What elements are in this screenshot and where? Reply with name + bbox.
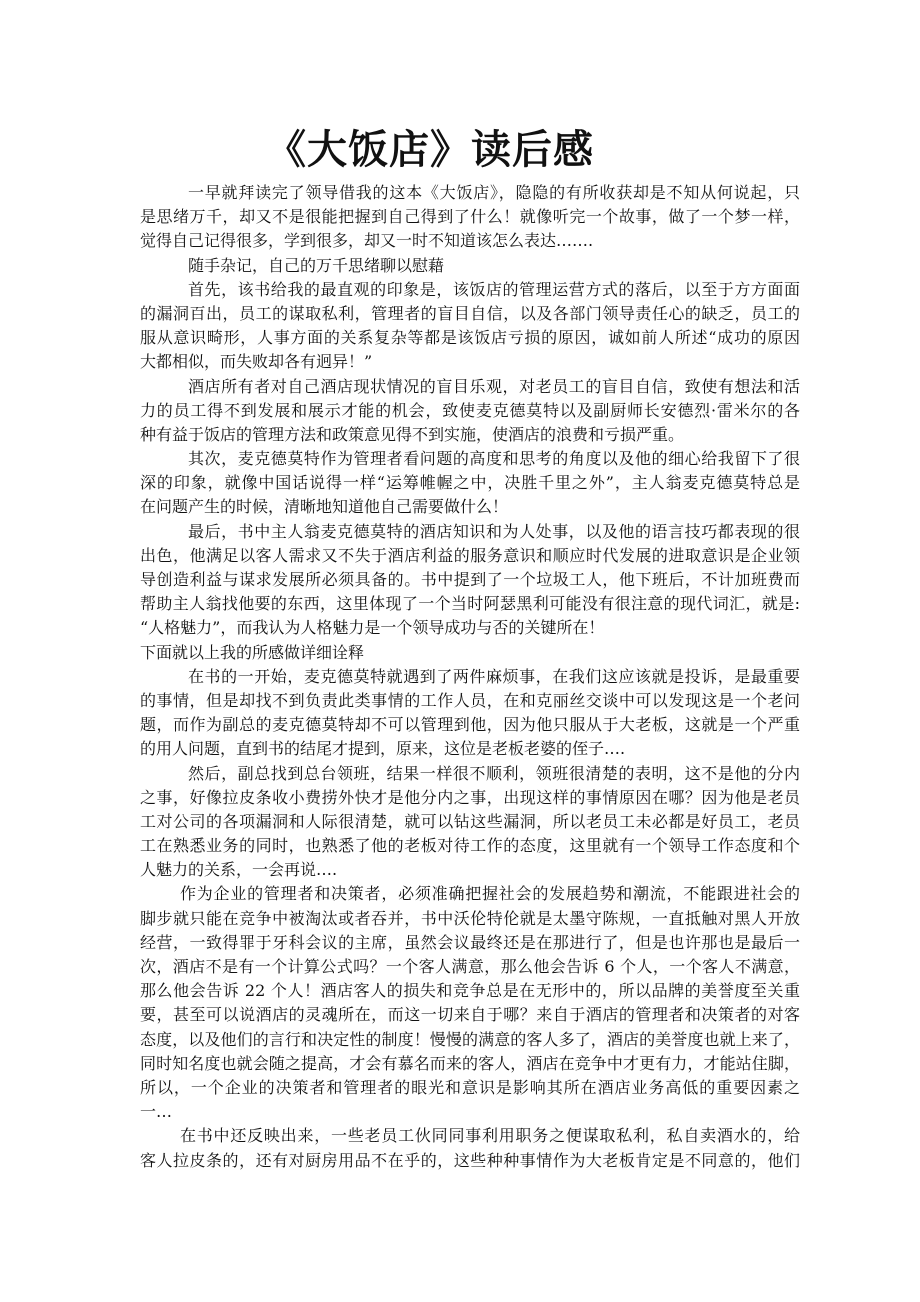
text-line: 帮助主人翁找他要的东西，这里体现了一个当时阿瑟黑利可能没有很注意的现代词汇，就是: — [140, 594, 800, 614]
text-line: 工对公司的各项漏洞和人际很清楚，就可以钻这些漏洞，所以老员工未必都是好员工，老员 — [140, 811, 800, 831]
text-line: 工在熟悉业务的同时，也熟悉了他的老板对待工作的态度，这里就有一个领导工作态度和个 — [140, 836, 800, 856]
text-line: 出色，他满足以客人需求又不失于酒店利益的服务意识和顺应时代发展的进取意识是企业领 — [140, 545, 800, 565]
text-line: 题，而作为副总的麦克德莫特却不可以管理到他，因为他只服从于大老板，这就是一个严重 — [140, 715, 800, 735]
text-line: 的事情，但是却找不到负责此类事情的工作人员，在和克丽丝交谈中可以发现这是一个老问 — [140, 690, 800, 710]
text-line: 在书的一开始，麦克德莫特就遇到了两件麻烦事，在我们这应该就是投诉，是最重要 — [188, 666, 800, 686]
text-line: 那么他会告诉 22 个人！酒店客人的损失和竞争总是在无形中的，所以品牌的美誉度至关重 — [140, 981, 800, 1001]
paragraph — [140, 762, 800, 883]
text-line: 首先，该书给我的最直观的印象是，该饭店的管理运营方式的落后，以至于方方面面 — [188, 279, 800, 299]
text-line: 的漏洞百出，员工的谋取私利，管理者的盲目自信，以及各部门领导责任心的缺乏，员工的 — [140, 303, 800, 323]
text-line: 所以，一个企业的决策者和管理者的眼光和意识是影响其所在酒店业务高低的重要因素之 — [140, 1077, 800, 1097]
paragraph — [140, 447, 800, 520]
text-line: 一早就拜读完了领导借我的这本《大饭店》，隐隐的有所收获却是不知从何说起，只 — [188, 183, 800, 202]
text-line: 脚步就只能在竞争中被淘汰或者吞并，书中沃伦特伦就是太墨守陈规，一直抵触对黑人开放 — [140, 908, 800, 928]
paragraph — [140, 278, 800, 375]
text-line: 然后，副总找到总台领班，结果一样很不顺利，领班很清楚的表明，这不是他的分内 — [188, 763, 800, 783]
text-line: 下面就以上我的所感做详细诠释 — [140, 642, 365, 662]
text-line: 一… — [140, 1102, 173, 1122]
paragraph — [140, 641, 800, 665]
paragraph — [140, 665, 800, 762]
paragraph — [140, 375, 800, 448]
paragraph — [140, 1124, 800, 1172]
text-line: 是思绪万千，却又不是很能把握到自己得到了什么！就像听完一个故事，做了一个梦一样， — [140, 207, 800, 227]
text-line: 同时知名度也就会随之提高，才会有慕名而来的客人，酒店在竞争中才更有力，才能站住脚， — [140, 1053, 800, 1073]
text-line: 酒店所有者对自己酒店现状情况的盲目乐观，对老员工的盲目自信，致使有想法和活 — [188, 376, 800, 396]
document-title: 《大饭店》读后感 — [266, 126, 594, 173]
text-line: 深的印象，就像中国话说得一样“运筹帷幄之中，决胜千里之外”，主人翁麦克德莫特总是 — [140, 473, 800, 493]
text-line: 其次，麦克德莫特作为管理者看问题的高度和思考的角度以及他的细心给我留下了很 — [188, 449, 800, 469]
text-line: 种有益于饭店的管理方法和政策意见得不到实施，使酒店的浪费和亏损严重。 — [140, 424, 685, 444]
text-line: 次，酒店不是有一个计算公式吗？一个客人满意，那么他会告诉 6 个人，一个客人不满意， — [140, 957, 800, 976]
paragraph — [140, 882, 800, 1124]
text-line: 随手杂记，自己的万千思绪聊以慰藉 — [188, 255, 445, 275]
text-line: 最后，书中主人翁麦克德莫特的酒店知识和为人处事，以及他的语言技巧都表现的很 — [188, 521, 800, 541]
text-line: 导创造利益与谋求发展所必须具备的。书中提到了一个垃圾工人，他下班后，不计加班费而 — [140, 570, 800, 589]
text-line: 经营，一致得罪于牙科会议的主席，虽然会议最终还是在那进行了，但是也许那也是最后一 — [140, 932, 800, 952]
text-line: 力的员工得不到发展和展示才能的机会，致使麦克德莫特以及副厨师长安德烈·雷米尔的各 — [140, 400, 800, 420]
text-line: 人魅力的关系，一会再说…. — [140, 860, 338, 880]
paragraph — [140, 254, 800, 278]
text-line: 的用人问题，直到书的结尾才提到，原来，这位是老板老婆的侄子…. — [140, 739, 626, 759]
text-line: 作为企业的管理者和决策者，必须准确把握社会的发展趋势和潮流，不能跟进社会的 — [180, 884, 800, 904]
text-line: 觉得自己记得很多，学到很多，却又一时不知道该怎么表达……. — [140, 231, 594, 251]
document-body — [140, 181, 800, 1173]
paragraph — [140, 181, 800, 254]
text-line: 客人拉皮条的，还有对厨房用品不在乎的，这些种种事情作为大老板肯定是不同意的，他们 — [140, 1150, 800, 1170]
text-line: 大都相似，而失败却各有迥异！” — [140, 352, 373, 372]
paragraph — [140, 520, 800, 641]
text-line: “人格魅力”，而我认为人格魅力是一个领导成功与否的关键所在！ — [140, 618, 605, 638]
text-line: 态度，以及他们的言行和决定性的制度！慢慢的满意的客人多了，酒店的美誉度也就上来了， — [140, 1029, 800, 1049]
text-line: 服从意识畸形，人事方面的关系复杂等都是该饭店亏损的原因，诚如前人所述“成功的原因 — [140, 328, 800, 348]
text-line: 在书中还反映出来，一些老员工伙同同事利用职务之便谋取私利，私自卖酒水的，给 — [180, 1126, 800, 1146]
text-line: 要，甚至可以说酒店的灵魂所在，而这一切来自于哪？来自于酒店的管理者和决策者的对客 — [140, 1005, 800, 1025]
text-line: 在问题产生的时候，清晰地知道他自己需要做什么！ — [140, 497, 509, 517]
text-line: 之事，好像拉皮条收小费捞外快才是他分内之事，出现这样的事情原因在哪？因为他是老员 — [140, 787, 800, 807]
